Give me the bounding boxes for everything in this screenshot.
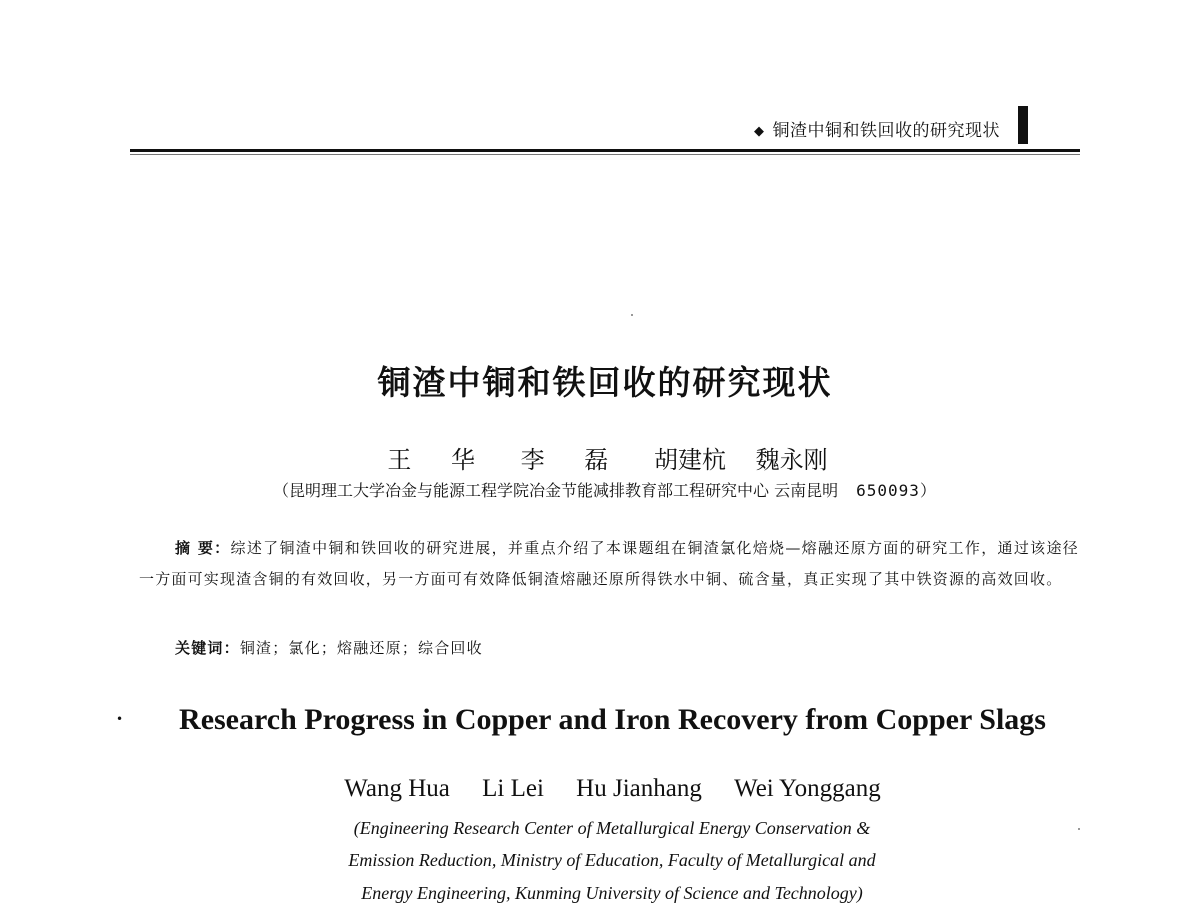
affiliation-en-line: Energy Engineering, Kunming University of Science and Technology): [361, 883, 863, 903]
postal-code: 650093）: [856, 481, 937, 500]
affiliation-en-line: (Engineering Research Center of Metallurgical Energy Conservation &: [353, 818, 871, 838]
scan-speck: [631, 314, 633, 316]
paper-title-cn: 铜渣中铜和铁回收的研究现状: [377, 363, 833, 402]
header-block-mark: [1018, 106, 1028, 144]
running-header: [130, 104, 1080, 160]
abstract-text: 综述了铜渣中铜和铁回收的研究进展，并重点介绍了本课题组在铜渣氯化焙烧—熔融还原方面的研究工作，通过该途径一方面可实现渣含铜的有效回收，另一方面可有效降低铜渣熔融还原所得铁水中铜、硫含量，真正实现了其中铁资源的高效回收。: [139, 539, 1079, 588]
author-cn: 魏永刚: [755, 446, 828, 474]
running-header-title: 铜渣中铜和铁回收的研究现状: [772, 121, 1000, 141]
affiliation-cn-text: （昆明理工大学冶金与能源工程学院冶金节能减排教育部工程研究中心 云南昆明: [273, 481, 839, 500]
keywords-text: 铜渣；氯化；熔融还原；综合回收: [239, 639, 483, 657]
abstract-cn: [139, 533, 1079, 595]
keywords-label: 关键词：: [175, 639, 240, 657]
author-en: Li Lei: [482, 775, 544, 802]
header-rule-thin: [130, 154, 1080, 155]
author-cn: 胡建杭: [653, 446, 726, 474]
stray-mark: •: [116, 712, 124, 726]
diamond-icon: ◆: [754, 124, 765, 139]
author-cn: 王 华: [387, 446, 492, 474]
keywords-cn: [175, 637, 1075, 658]
affiliation-en-line: Emission Reduction, Ministry of Education, Faculty of Metallurgical and: [348, 850, 876, 870]
affiliation-cn: [0, 478, 1200, 501]
author-en: Wei Yonggang: [734, 775, 881, 802]
header-rule: [130, 149, 1080, 152]
author-en: Wang Hua: [344, 775, 450, 802]
abstract-label: 摘 要：: [175, 539, 231, 557]
running-header-text: [754, 116, 1000, 141]
paper-title-en: Research Progress in Copper and Iron Recovery from Copper Slags: [179, 703, 1046, 736]
author-list-cn: [0, 440, 1200, 475]
author-list-en: [0, 775, 1200, 803]
author-en: Hu Jianhang: [576, 775, 702, 802]
author-cn: 李 磊: [520, 446, 625, 474]
